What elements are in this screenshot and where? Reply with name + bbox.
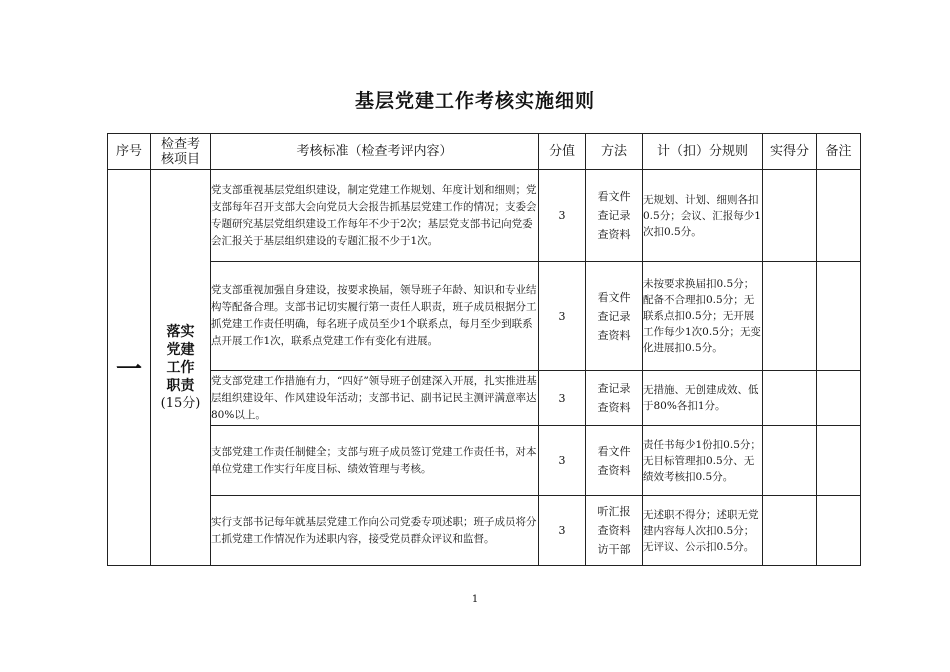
row-rule: 无述职不得分；述职无党建内容每人次扣0.5分；无评议、公示扣0.5分。 (643, 496, 763, 566)
table-row (108, 170, 861, 262)
header-actual: 实得分 (763, 134, 817, 170)
table-row (108, 496, 861, 566)
row-standard: 党支部党建工作措施有力，“四好”领导班子创建深入开展，扎实推进基层组织建设年、作风建设年活动；支部书记、副书记民主测评满意率达80%以上。 (211, 371, 539, 426)
group-seq: 一 (108, 170, 151, 566)
row-actual (763, 426, 817, 496)
row-method: 听汇报查资料访干部 (586, 496, 643, 566)
row-actual (763, 262, 817, 371)
row-remark (817, 262, 861, 371)
row-method: 看文件查资料 (586, 426, 643, 496)
row-method: 看文件查记录查资料 (586, 170, 643, 262)
row-remark (817, 496, 861, 566)
header-remark: 备注 (817, 134, 861, 170)
row-rule: 无措施、无创建成效、低于80%各扣1分。 (643, 371, 763, 426)
row-standard: 党支部重视加强自身建设，按要求换届，领导班子年龄、知识和专业结构等配备合理。支部书记切实履行第一责任人职责，班子成员根据分工抓党建工作责任明确，每名班子成员至少1个联系点，每月至少到联系点开展工作1次，联系点党建工作有变化有进展。 (211, 262, 539, 371)
table-row (108, 371, 861, 426)
row-score: 3 (539, 496, 586, 566)
assessment-table (107, 133, 861, 566)
row-remark (817, 371, 861, 426)
row-score: 3 (539, 371, 586, 426)
header-rule: 计（扣）分规则 (643, 134, 763, 170)
row-rule: 无规划、计划、细则各扣0.5分；会议、汇报每少1次扣0.5分。 (643, 170, 763, 262)
header-standard: 考核标准（检查考评内容） (211, 134, 539, 170)
document-title: 基层党建工作考核实施细则 (354, 90, 595, 112)
table-row (108, 262, 861, 371)
row-rule: 未按要求换届扣0.5分；配备不合理扣0.5分；无联系点扣0.5分；无开展工作每少1次0.5分；无变化进展扣0.5分。 (643, 262, 763, 371)
row-method: 查记录查资料 (586, 371, 643, 426)
row-standard: 党支部重视基层党组织建设，制定党建工作规划、年度计划和细则；党支部每年召开支部大会向党员大会报告抓基层党建工作的情况；支委会专题研究基层党组织建设工作每年不少于2次；基层党支部书记向党委会汇报关于基层组织建设的专题汇报不少于1次。 (211, 170, 539, 262)
row-remark (817, 426, 861, 496)
table-row (108, 426, 861, 496)
group-item-score: (15分) (160, 395, 201, 411)
row-standard: 实行支部书记每年就基层党建工作向公司党委专项述职；班子成员将分工抓党建工作情况作为述职内容，接受党员群众评议和监督。 (211, 496, 539, 566)
row-score: 3 (539, 426, 586, 496)
group-item-name: 落实党建工作职责 (166, 323, 195, 394)
row-standard: 支部党建工作责任制健全；支部与班子成员签订党建工作责任书，对本单位党建工作实行年度目标、绩效管理与考核。 (211, 426, 539, 496)
row-actual (763, 496, 817, 566)
row-actual (763, 371, 817, 426)
row-actual (763, 170, 817, 262)
header-seq: 序号 (108, 134, 151, 170)
group-item (151, 170, 211, 566)
header-row (108, 134, 861, 170)
row-method: 看文件查记录查资料 (586, 262, 643, 371)
row-remark (817, 170, 861, 262)
page-number: 1 (471, 594, 479, 605)
header-method: 方法 (586, 134, 643, 170)
row-score: 3 (539, 170, 586, 262)
header-item: 检查考核项目 (151, 134, 211, 170)
header-score: 分值 (539, 134, 586, 170)
row-rule: 责任书每少1份扣0.5分；无目标管理扣0.5分、无绩效考核扣0.5分。 (643, 426, 763, 496)
row-score: 3 (539, 262, 586, 371)
